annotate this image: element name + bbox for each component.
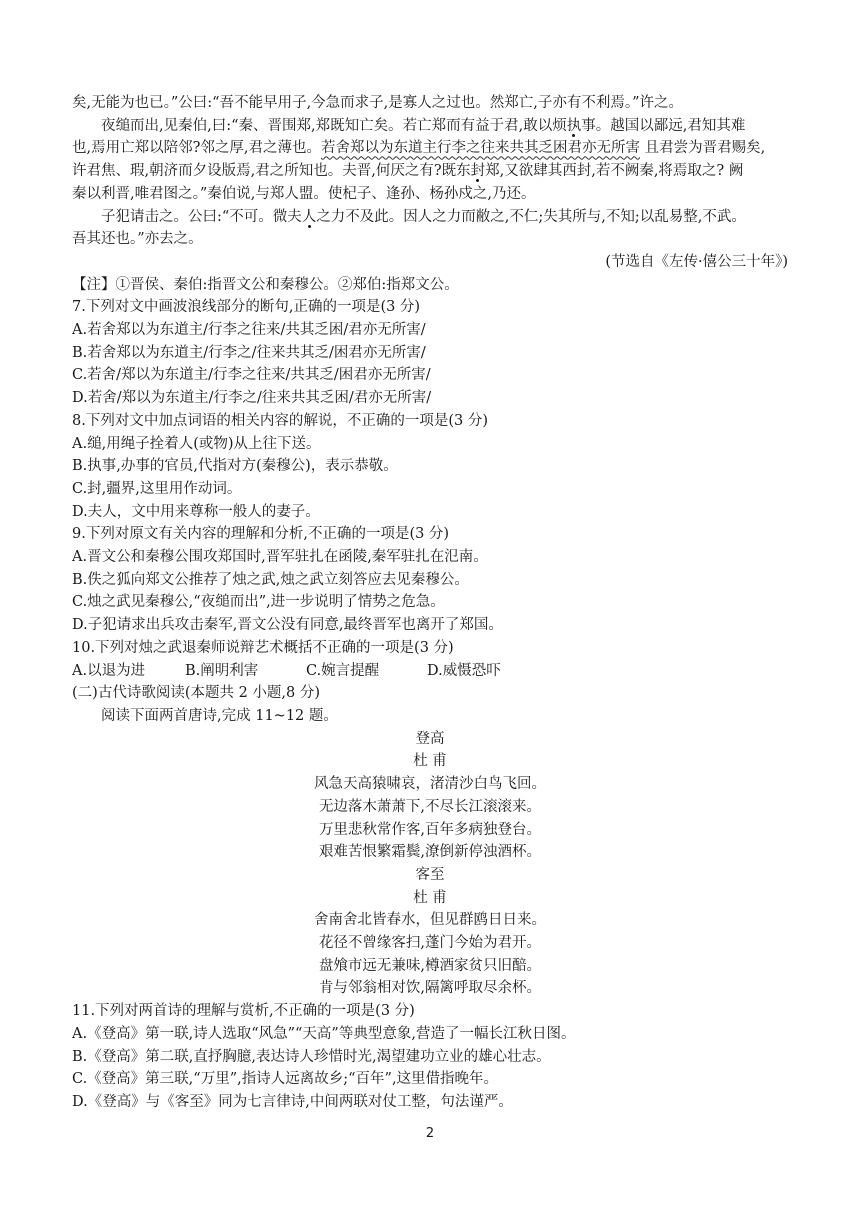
poem-line: 无边落木萧萧下,不尽长江滚滚来。 bbox=[318, 798, 542, 815]
passage-line: 吾其还也。”亦去之。 bbox=[72, 231, 203, 248]
option-d: D.威慑恐吓 bbox=[427, 662, 501, 679]
text-segment: 子犯请击之。公曰:“不可。微夫 bbox=[101, 208, 302, 225]
dotted-word: 封 bbox=[470, 163, 486, 180]
text-segment: 许君焦、瑕,朝济而夕设版焉,君之所知也。夫晋,何厌之有?既东 bbox=[72, 163, 471, 180]
option-d: D.《登高》与《客至》同为七言律诗,中间两联对仗工整，句法谨严。 bbox=[72, 1093, 513, 1110]
passage-line bbox=[72, 115, 788, 138]
option-b: B.执事,办事的官员,代指对方(秦穆公)，表示恭敬。 bbox=[72, 458, 398, 475]
poem-author: 杜 甫 bbox=[413, 753, 447, 770]
option-a: A.若舍郑以为东道主/行李之往来/共其乏困/君亦无所害/ bbox=[72, 322, 426, 339]
option-d: D.夫人，文中用来尊称一般人的妻子。 bbox=[72, 503, 320, 520]
dotted-word: 人 bbox=[301, 208, 317, 225]
option-c: C.封,疆界,这里用作动词。 bbox=[72, 480, 242, 497]
text-segment: 也,焉用亡郑以陪邻?邻之厚,君之薄也。 bbox=[72, 140, 321, 157]
poem-line: 风急天高猿啸哀，渚清沙白鸟飞回。 bbox=[314, 776, 546, 793]
poem-line: 花径不曾缘客扫,蓬门今始为君开。 bbox=[318, 935, 542, 952]
poem-line: 万里悲秋常作客,百年多病独登台。 bbox=[318, 821, 542, 838]
passage-line bbox=[72, 206, 788, 229]
poem-title: 登高 bbox=[415, 730, 445, 747]
text-segment: 之力不及此。因人之力而敝之,不仁;失其所与,不知;以乱易整,不武。 bbox=[316, 208, 746, 225]
option-b: B.阐明利害 bbox=[185, 662, 259, 679]
option-b: B.若舍郑以为东道主/行李之/往来共其乏/困君亦无所害/ bbox=[72, 344, 426, 361]
text-segment: 夜缒而出,见秦伯,曰:“秦、晋围郑,郑既知亡矣。若亡郑而有益于君,敢以烦 bbox=[101, 117, 567, 134]
passage-line: 秦以利晋,唯君图之。”秦伯说,与郑人盟。使杞子、逢孙、杨孙戍之,乃还。 bbox=[72, 185, 536, 202]
exam-page bbox=[72, 92, 788, 1114]
section-instruction: 阅读下面两首唐诗,完成 11~12 题。 bbox=[101, 707, 338, 724]
page-number: 2 bbox=[425, 1126, 435, 1141]
option-d: D.子犯请求出兵攻击秦军,晋文公没有同意,最终晋军也离开了郑国。 bbox=[72, 617, 503, 634]
passage-line bbox=[72, 160, 788, 183]
dotted-word: 执 bbox=[566, 117, 582, 134]
option-a: A.缒,用绳子拴着人(或物)从上往下送。 bbox=[72, 435, 321, 452]
question-stem: 8.下列对文中加点词语的相关内容的解说，不正确的一项是(3 分) bbox=[72, 412, 488, 429]
text-segment: 事。越国以鄙远,君知其难 bbox=[581, 117, 746, 134]
source-citation: (节选自《左传·僖公三十年》) bbox=[605, 253, 788, 270]
section-heading: (二)古代诗歌阅读(本题共 2 小题,8 分) bbox=[72, 685, 321, 702]
poem-title: 客至 bbox=[415, 866, 445, 883]
poem-line: 盘飧市远无兼味,樽酒家贫只旧醅。 bbox=[318, 957, 542, 974]
option-b: B.《登高》第二联,直抒胸臆,表达诗人珍惜时光,渴望建功立业的雄心壮志。 bbox=[72, 1048, 551, 1065]
text-segment: 且君尝为晋君赐矣, bbox=[640, 140, 766, 157]
option-b: B.佚之狐向郑文公推荐了烛之武,烛之武立刻答应去见秦穆公。 bbox=[72, 571, 469, 588]
option-c: C.若舍/郑以为东道主/行李之往来/共其乏/困君亦无所害/ bbox=[72, 367, 431, 384]
option-c: C.烛之武见秦穆公,“夜缒而出”,进一步说明了情势之危急。 bbox=[72, 594, 445, 611]
wavy-underlined-sentence: 若舍郑以为东道主行李之往来共其乏困君亦无所害 bbox=[321, 140, 640, 157]
text-segment: 郑,又欲肆其西封,若不阙秦,将焉取之? 阙 bbox=[485, 163, 744, 180]
option-c: C.《登高》第三联,“万里”,指诗人远离故乡;“百年”,这里借指晚年。 bbox=[72, 1071, 499, 1088]
poem-line: 肯与邻翁相对饮,隔篱呼取尽余杯。 bbox=[318, 980, 542, 997]
question-stem: 7.下列对文中画波浪线部分的断句,正确的一项是(3 分) bbox=[72, 299, 421, 316]
question-stem: 9.下列对原文有关内容的理解和分析,不正确的一项是(3 分) bbox=[72, 526, 450, 543]
poem-line: 舍南舍北皆春水，但见群鸥日日来。 bbox=[314, 912, 546, 929]
question-stem: 11.下列对两首诗的理解与赏析,不正确的一项是(3 分) bbox=[72, 1003, 415, 1020]
option-a: A.《登高》第一联,诗人选取“风急”“天高”等典型意象,营造了一幅长江秋日图。 bbox=[72, 1025, 576, 1042]
poem-line: 艰难苦恨繁霜鬓,潦倒新停浊酒杯。 bbox=[318, 844, 542, 861]
option-c: C.婉言提醒 bbox=[306, 662, 380, 679]
options-row bbox=[72, 660, 788, 683]
option-a: A.晋文公和秦穆公围攻郑国时,晋军驻扎在函陵,秦军驻扎在氾南。 bbox=[72, 549, 488, 566]
question-stem: 10.下列对烛之武退秦师说辩艺术概括不正确的一项是(3 分) bbox=[72, 639, 454, 656]
passage-line: 矣,无能为也已。”公曰:“吾不能早用子,今急而求子,是寡人之过也。然郑亡,子亦有不利焉。”许之。 bbox=[72, 95, 684, 111]
passage-line bbox=[72, 137, 788, 160]
option-d: D.若舍/郑以为东道主/行李之/往来共其乏困/君亦无所害/ bbox=[72, 390, 432, 407]
poem-author: 杜 甫 bbox=[413, 889, 447, 906]
annotation-note: 【注】①晋侯、秦伯:指晋文公和秦穆公。②郑伯:指郑文公。 bbox=[72, 276, 459, 293]
option-a: A.以退为进 bbox=[72, 662, 146, 679]
